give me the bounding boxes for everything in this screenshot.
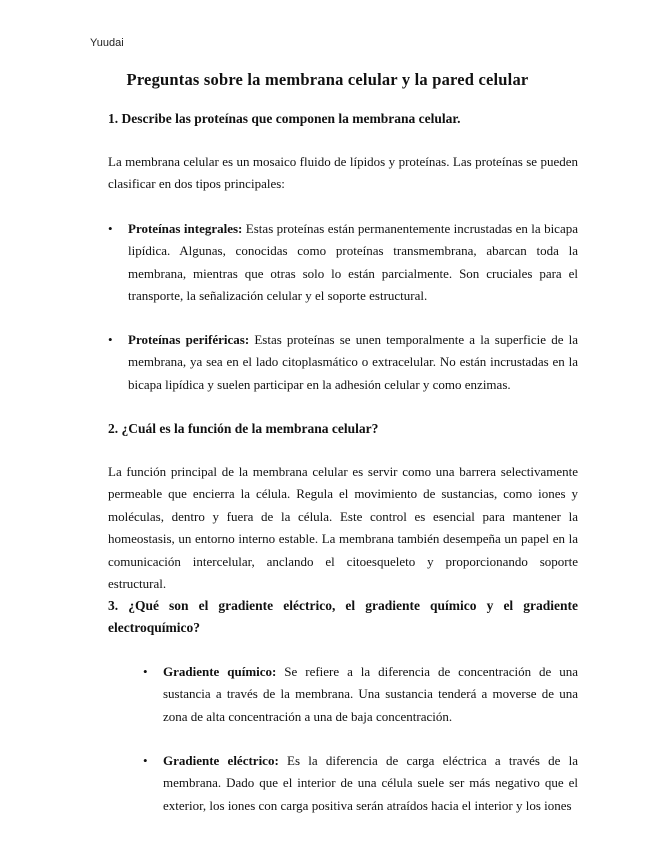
section-1-heading: 1. Describe las proteínas que componen la membrana celular. [108, 111, 461, 126]
bullet-term: Gradiente eléctrico: [163, 753, 279, 768]
bullet-body [128, 329, 578, 396]
bullet-body [128, 218, 578, 308]
bullet-text: Es la diferencia de carga eléctrica a través de la membrana. Dado que el interior de una célula suele ser más negativo que el exterior, los iones con carga positiva serán atraídos hacia el interior y los iones [163, 753, 578, 813]
bullet-body [163, 661, 578, 728]
list-item [143, 661, 578, 728]
bullet-marker: • [108, 221, 113, 236]
bullet-term: Gradiente químico: [163, 664, 277, 679]
bullet-term: Proteínas periféricas: [128, 332, 250, 347]
bullet-marker: • [108, 332, 113, 347]
author-name: Yuudai [90, 37, 124, 49]
section-3-heading: 3. ¿Qué son el gradiente eléctrico, el gradiente químico y el gradiente electroquímico? [108, 598, 578, 635]
bullet-term: Proteínas integrales: [128, 221, 243, 236]
list-item [108, 218, 578, 308]
document-title: Preguntas sobre la membrana celular y la pared celular [126, 70, 529, 89]
bullet-marker: • [143, 753, 148, 768]
bullet-marker: • [143, 664, 148, 679]
list-item [143, 750, 578, 840]
section-1-intro: La membrana celular es un mosaico fluido de lípidos y proteínas. Las proteínas se pueden clasificar en dos tipos principales: [108, 154, 578, 192]
bullet-body [163, 750, 578, 817]
bullet-text: Estas proteínas se unen temporalmente a la superficie de la membrana, ya sea en el lado citoplasmático o extracelular. No están incrustadas en la bicapa lipídica y suelen participar en la adhesión celular y como enzimas. [128, 332, 579, 392]
bullet-text: Estas proteínas están permanentemente incrustadas en la bicapa lipídica. Algunas, conocidas como proteínas transmembrana, abarcan toda la membrana, mientras que otras solo lo están parcialmente. Son cruciales para el transporte, la señalización celular y el soporte estructural. [128, 221, 578, 304]
bullet-text: Se refiere a la diferencia de concentración de una sustancia a través de la membrana. Una sustancia tenderá a moverse de una zona de alta concentración a una de baja concentración. [163, 664, 578, 724]
section-2-heading: 2. ¿Cuál es la función de la membrana celular? [108, 421, 379, 436]
section-2-body: La función principal de la membrana celular es servir como una barrera selectivamente permeable que encierra la célula. Regula el movimiento de sustancias, como iones y moléculas, dentro y fuera de la célula. Este control es esencial para mantener la homeostasis, un entorno interno estable. La membrana también desempeña un papel en la comunicación intercelular, anclando el citoesqueleto y proporcionando soporte estructural. [108, 464, 578, 592]
list-item [108, 329, 578, 396]
